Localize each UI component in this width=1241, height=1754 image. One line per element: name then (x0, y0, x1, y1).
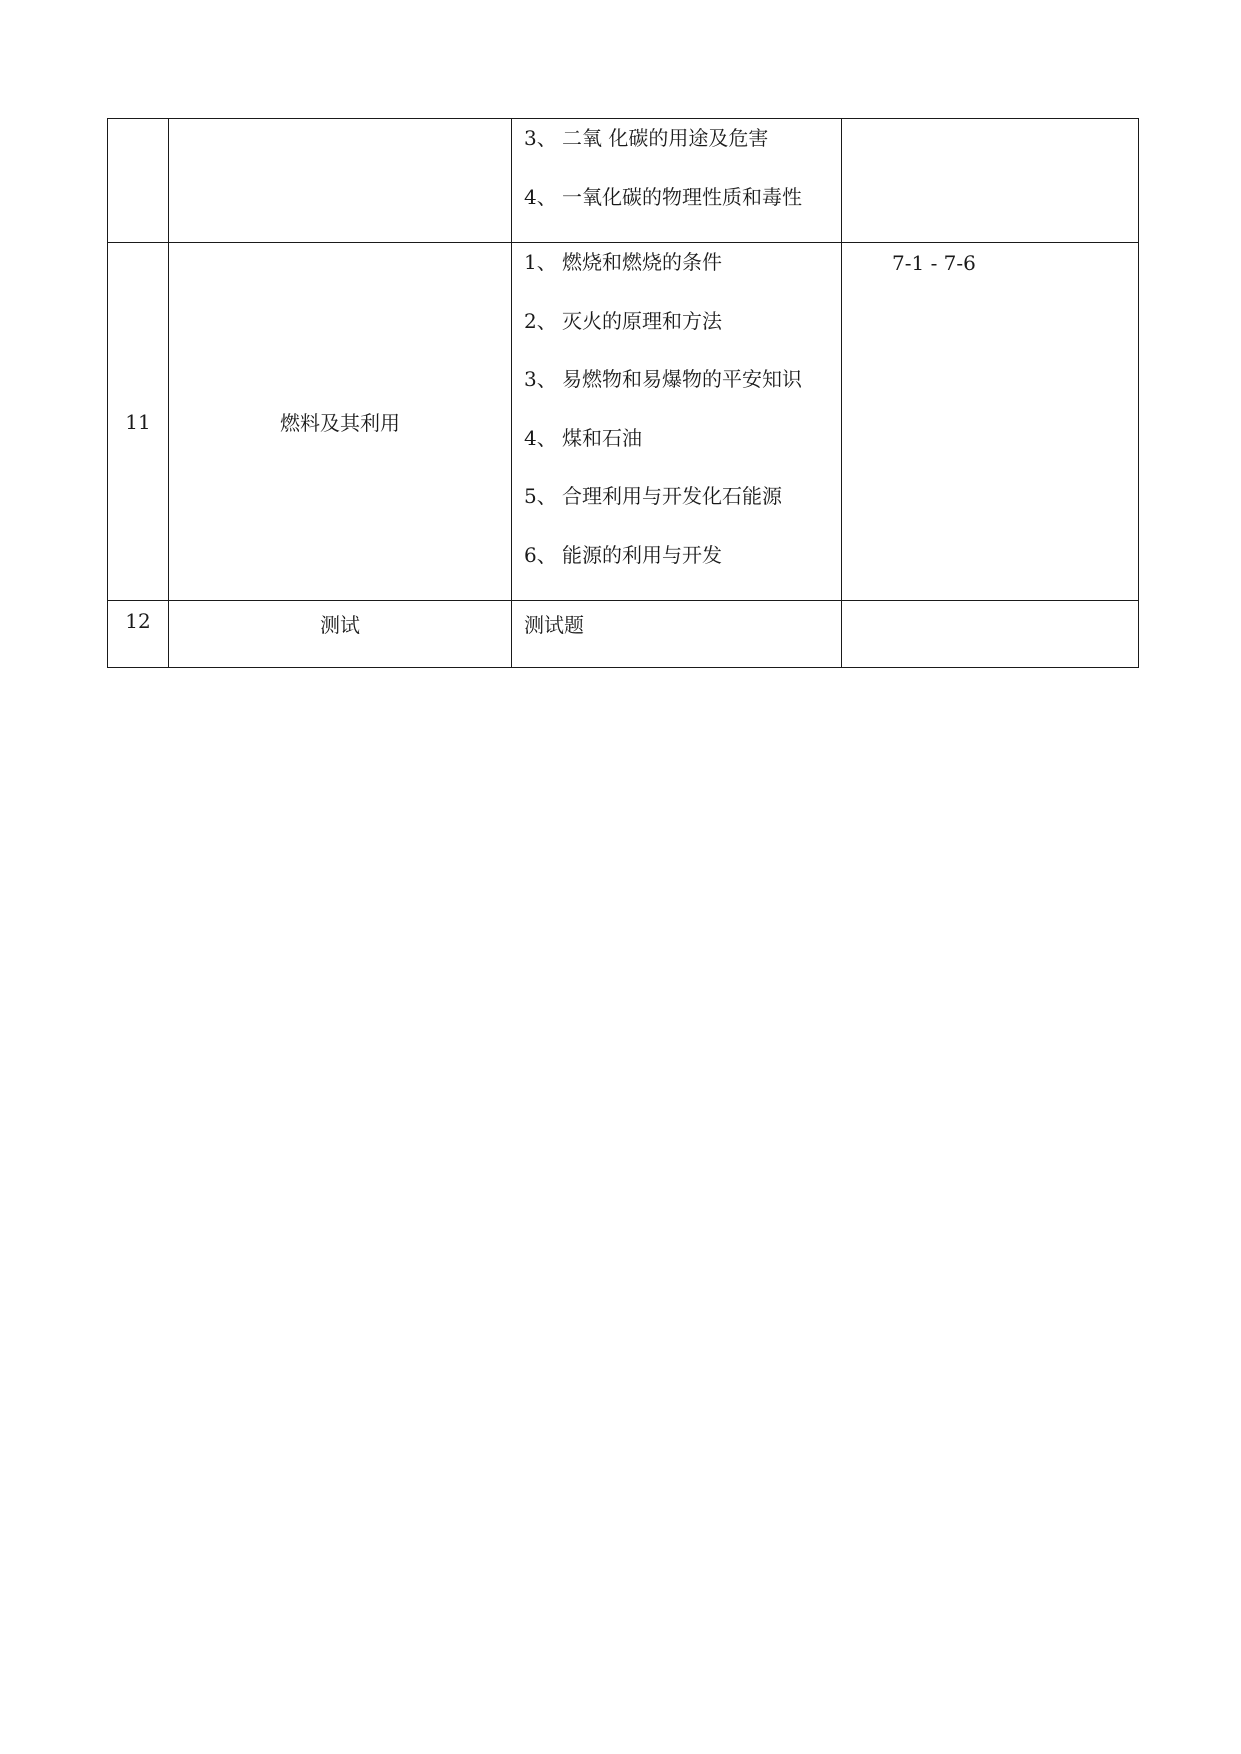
chapter-title-cell (169, 243, 512, 601)
chapter-title: 燃料及其利用 (280, 411, 400, 435)
lesson-number-cell (108, 119, 169, 243)
item-text: 二氧 化碳的用途及危害 (562, 126, 769, 150)
list-item (524, 249, 841, 308)
reference-range: 7-1 - 7-6 (892, 251, 976, 275)
item-number: 4、 (524, 184, 557, 209)
content-list (512, 243, 841, 600)
list-item (524, 425, 841, 484)
chapter-title: 测试 (320, 613, 360, 637)
item-text: 煤和石油 (562, 425, 642, 450)
table-row (108, 601, 1139, 668)
table-row (108, 119, 1139, 243)
chapter-title-cell (169, 601, 512, 668)
item-number: 6、 (524, 542, 557, 567)
item-number: 1、 (524, 250, 557, 274)
list-item (524, 308, 841, 367)
item-text: 合理利用与开发化石能源 (562, 484, 782, 508)
item-text: 灭火的原理和方法 (562, 308, 722, 333)
list-item (524, 542, 841, 601)
lesson-number: 12 (125, 609, 151, 633)
item-text: 燃烧和燃烧的条件 (562, 250, 722, 274)
list-item (524, 366, 841, 425)
list-item (524, 125, 841, 184)
item-number: 3、 (524, 126, 557, 150)
chapter-title-cell (169, 119, 512, 243)
list-item (524, 483, 841, 542)
item-text: 能源的利用与开发 (562, 542, 722, 567)
item-text: 一氧化碳的物理性质和毒性 (562, 184, 802, 209)
content-list-cell (512, 243, 842, 601)
item-number: 2、 (524, 308, 557, 333)
item-number: 3、 (524, 367, 557, 391)
list-item (524, 184, 841, 243)
content-list (512, 119, 841, 242)
reference-cell (842, 601, 1139, 668)
reference-cell (842, 243, 1139, 601)
lesson-number-cell (108, 243, 169, 601)
item-number: 4、 (524, 425, 557, 450)
item-number: 5、 (524, 484, 557, 508)
item-text: 易燃物和易爆物的平安知识 (562, 367, 802, 391)
reference-cell (842, 119, 1139, 243)
table-row (108, 243, 1139, 601)
content-list-cell (512, 119, 842, 243)
syllabus-table (107, 118, 1139, 668)
lesson-number: 11 (125, 409, 151, 434)
lesson-number-cell (108, 601, 169, 668)
content-text: 测试题 (524, 613, 584, 637)
content-cell (512, 601, 842, 668)
